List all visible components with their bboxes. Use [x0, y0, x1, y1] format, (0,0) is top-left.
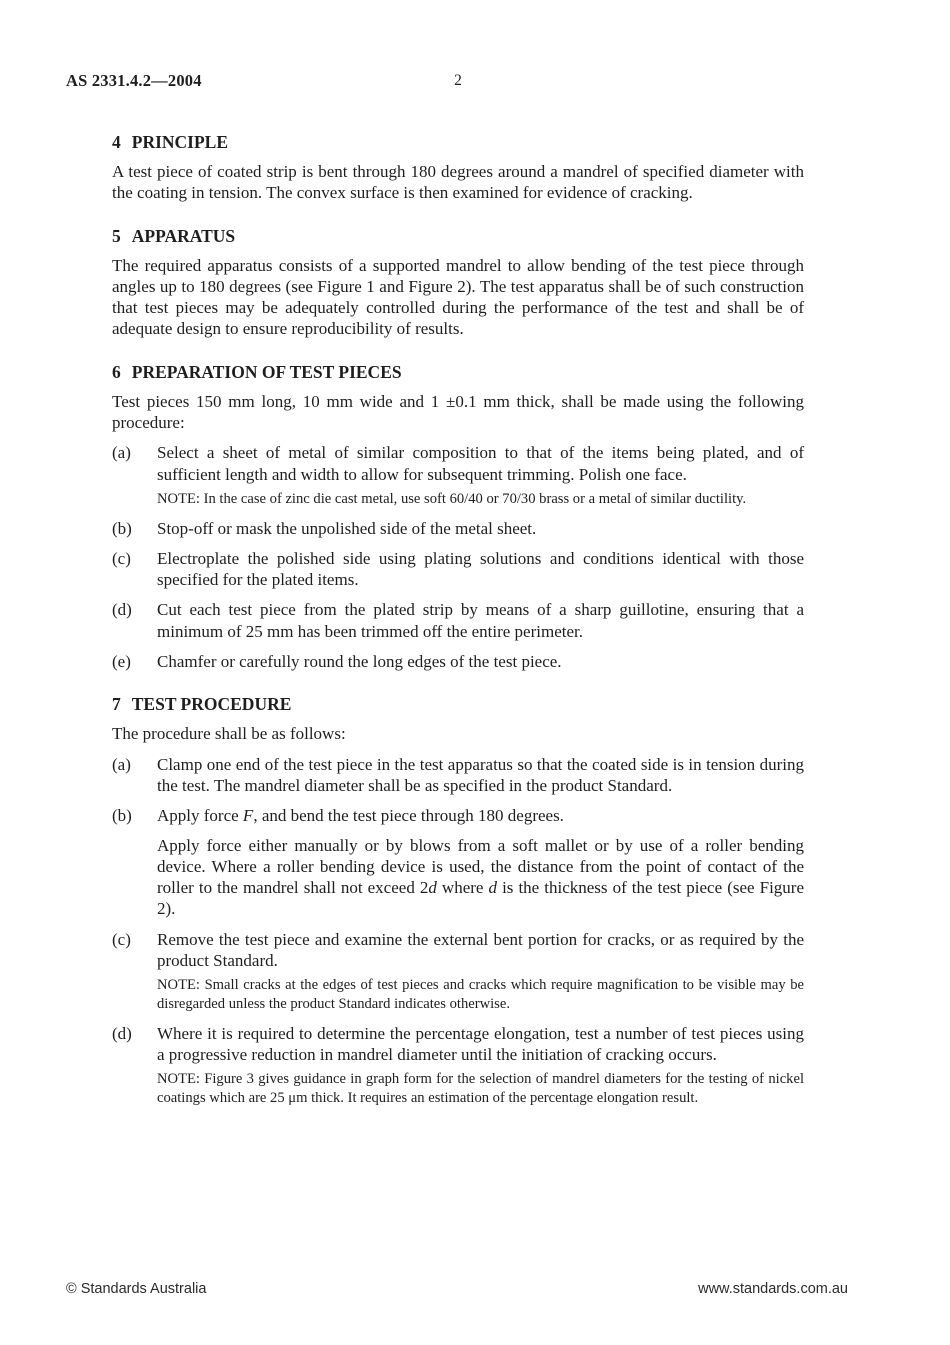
doc-number: AS 2331.4.2—2004 [66, 71, 202, 90]
text-segment: is the thickness of the test piece (see Figure 2). [157, 878, 804, 919]
paragraph: A test piece of coated strip is bent through 180 degrees around a mandrel of specified diameter with the coating in tension. The convex surface is then examined for evidence of cracking. [112, 162, 804, 203]
section-title: PRINCIPLE [131, 132, 229, 152]
section-title: TEST PROCEDURE [131, 694, 292, 715]
paragraph: Test pieces 150 mm long, 10 mm wide and 1 ±0.1 mm thick, shall be made using the following procedure: [112, 391, 804, 433]
list-item-a [112, 442, 804, 508]
list-item-text: Electroplate the polished side using plating solutions and conditions identical with those specified for the plated items. [157, 548, 804, 590]
publisher-website: www.standards.com.au [698, 1281, 848, 1297]
list-item-a [112, 754, 804, 797]
list-item-text: Select a sheet of metal of similar composition to that of the items being plated, and of sufficient length and width to allow for subsequent trimming. Polish one face. [157, 443, 804, 484]
variable-F: F [242, 806, 254, 826]
paragraph: The procedure shall be as follows: [112, 724, 346, 744]
paragraph: The required apparatus consists of a supported mandrel to allow bending of the test piece through angles up to 180 degrees (see Figure 1 and Figure 2). The test apparatus shall be of such construction that test pieces may be adequately controlled during the performance of the test and shall be of adequate design to ensure reproducibility of results. [112, 255, 804, 339]
list-item-c [112, 548, 804, 591]
document-content [112, 132, 804, 1107]
note-text: NOTE: Figure 3 gives guidance in graph form for the selection of mandrel diameters for the testing of nickel coatings which are 25 μm thick. It requires an estimation of the percentage elongation result. [157, 1071, 804, 1106]
section-heading [112, 362, 804, 383]
copyright-notice: © Standards Australia [66, 1281, 207, 1297]
section-title: PREPARATION OF TEST PIECES [131, 361, 402, 382]
section-number: 7 [112, 694, 121, 715]
list-item-d [112, 1023, 804, 1108]
section-heading [112, 132, 804, 153]
list-label: (d) [112, 600, 132, 620]
list-item-text [157, 805, 804, 826]
list-label: (b) [112, 518, 132, 538]
variable-d: d [428, 878, 437, 898]
list-label: (b) [112, 806, 132, 826]
note-text: NOTE: In the case of zinc die cast metal, use soft 60/40 or 70/30 brass or a metal of similar ductility. [157, 490, 747, 507]
list-item-e [112, 651, 804, 672]
variable-d: d [488, 878, 498, 898]
section-principle [112, 132, 804, 204]
section-number: 4 [112, 132, 121, 152]
page-number: 2 [454, 72, 462, 89]
section-preparation [112, 362, 804, 673]
text-segment: where [436, 878, 489, 898]
note-text: NOTE: Small cracks at the edges of test pieces and cracks which require magnification to be visible may be disregarded unless the product Standard indicates otherwise. [157, 977, 804, 1012]
section-number: 6 [112, 361, 121, 382]
page-footer [66, 1281, 848, 1297]
list-label: (c) [112, 548, 131, 568]
section-heading [112, 694, 804, 715]
list-item-text: Stop-off or mask the unpolished side of the metal sheet. [157, 518, 537, 538]
page-header [0, 71, 950, 93]
list-item-text: Clamp one end of the test piece in the test apparatus so that the coated side is in tension during the test. The mandrel diameter shall be as specified in the product Standard. [157, 754, 804, 795]
section-test-procedure [112, 694, 804, 1107]
list-label: (a) [112, 443, 131, 463]
list-item-text: Remove the test piece and examine the external bent portion for cracks, or as required by the product Standard. [157, 929, 804, 971]
text-segment: Apply force either manually or by blows from a soft mallet or by use of a roller bending device. Where a roller bending device is used, the distance from the point of contact of the roller to the mandrel shall not exceed 2 [157, 835, 804, 898]
section-apparatus [112, 226, 804, 340]
list-item-subparagraph [157, 835, 804, 920]
list-label: (e) [112, 652, 131, 672]
list-item-b [112, 805, 804, 919]
list-item-c [112, 929, 804, 1014]
section-title: APPARATUS [131, 225, 236, 246]
list-item-d [112, 599, 804, 642]
list-label: (d) [112, 1023, 132, 1043]
text-segment: , and bend the test piece through 180 degrees. [253, 806, 564, 826]
section-number: 5 [112, 225, 121, 246]
list-item-b [112, 518, 804, 539]
list-label: (a) [112, 754, 131, 774]
text-segment: Apply force [157, 806, 243, 826]
list-item-text: Cut each test piece from the plated strip by means of a sharp guillotine, ensuring that a minimum of 25 mm has been trimmed off the entire perimeter. [157, 600, 804, 641]
list-item-text: Where it is required to determine the percentage elongation, test a number of test pieces using a progressive reduction in mandrel diameter until the initiation of cracking occurs. [157, 1023, 804, 1064]
section-heading [112, 226, 804, 247]
list-label: (c) [112, 929, 131, 949]
list-item-text: Chamfer or carefully round the long edges of the test piece. [157, 652, 562, 672]
